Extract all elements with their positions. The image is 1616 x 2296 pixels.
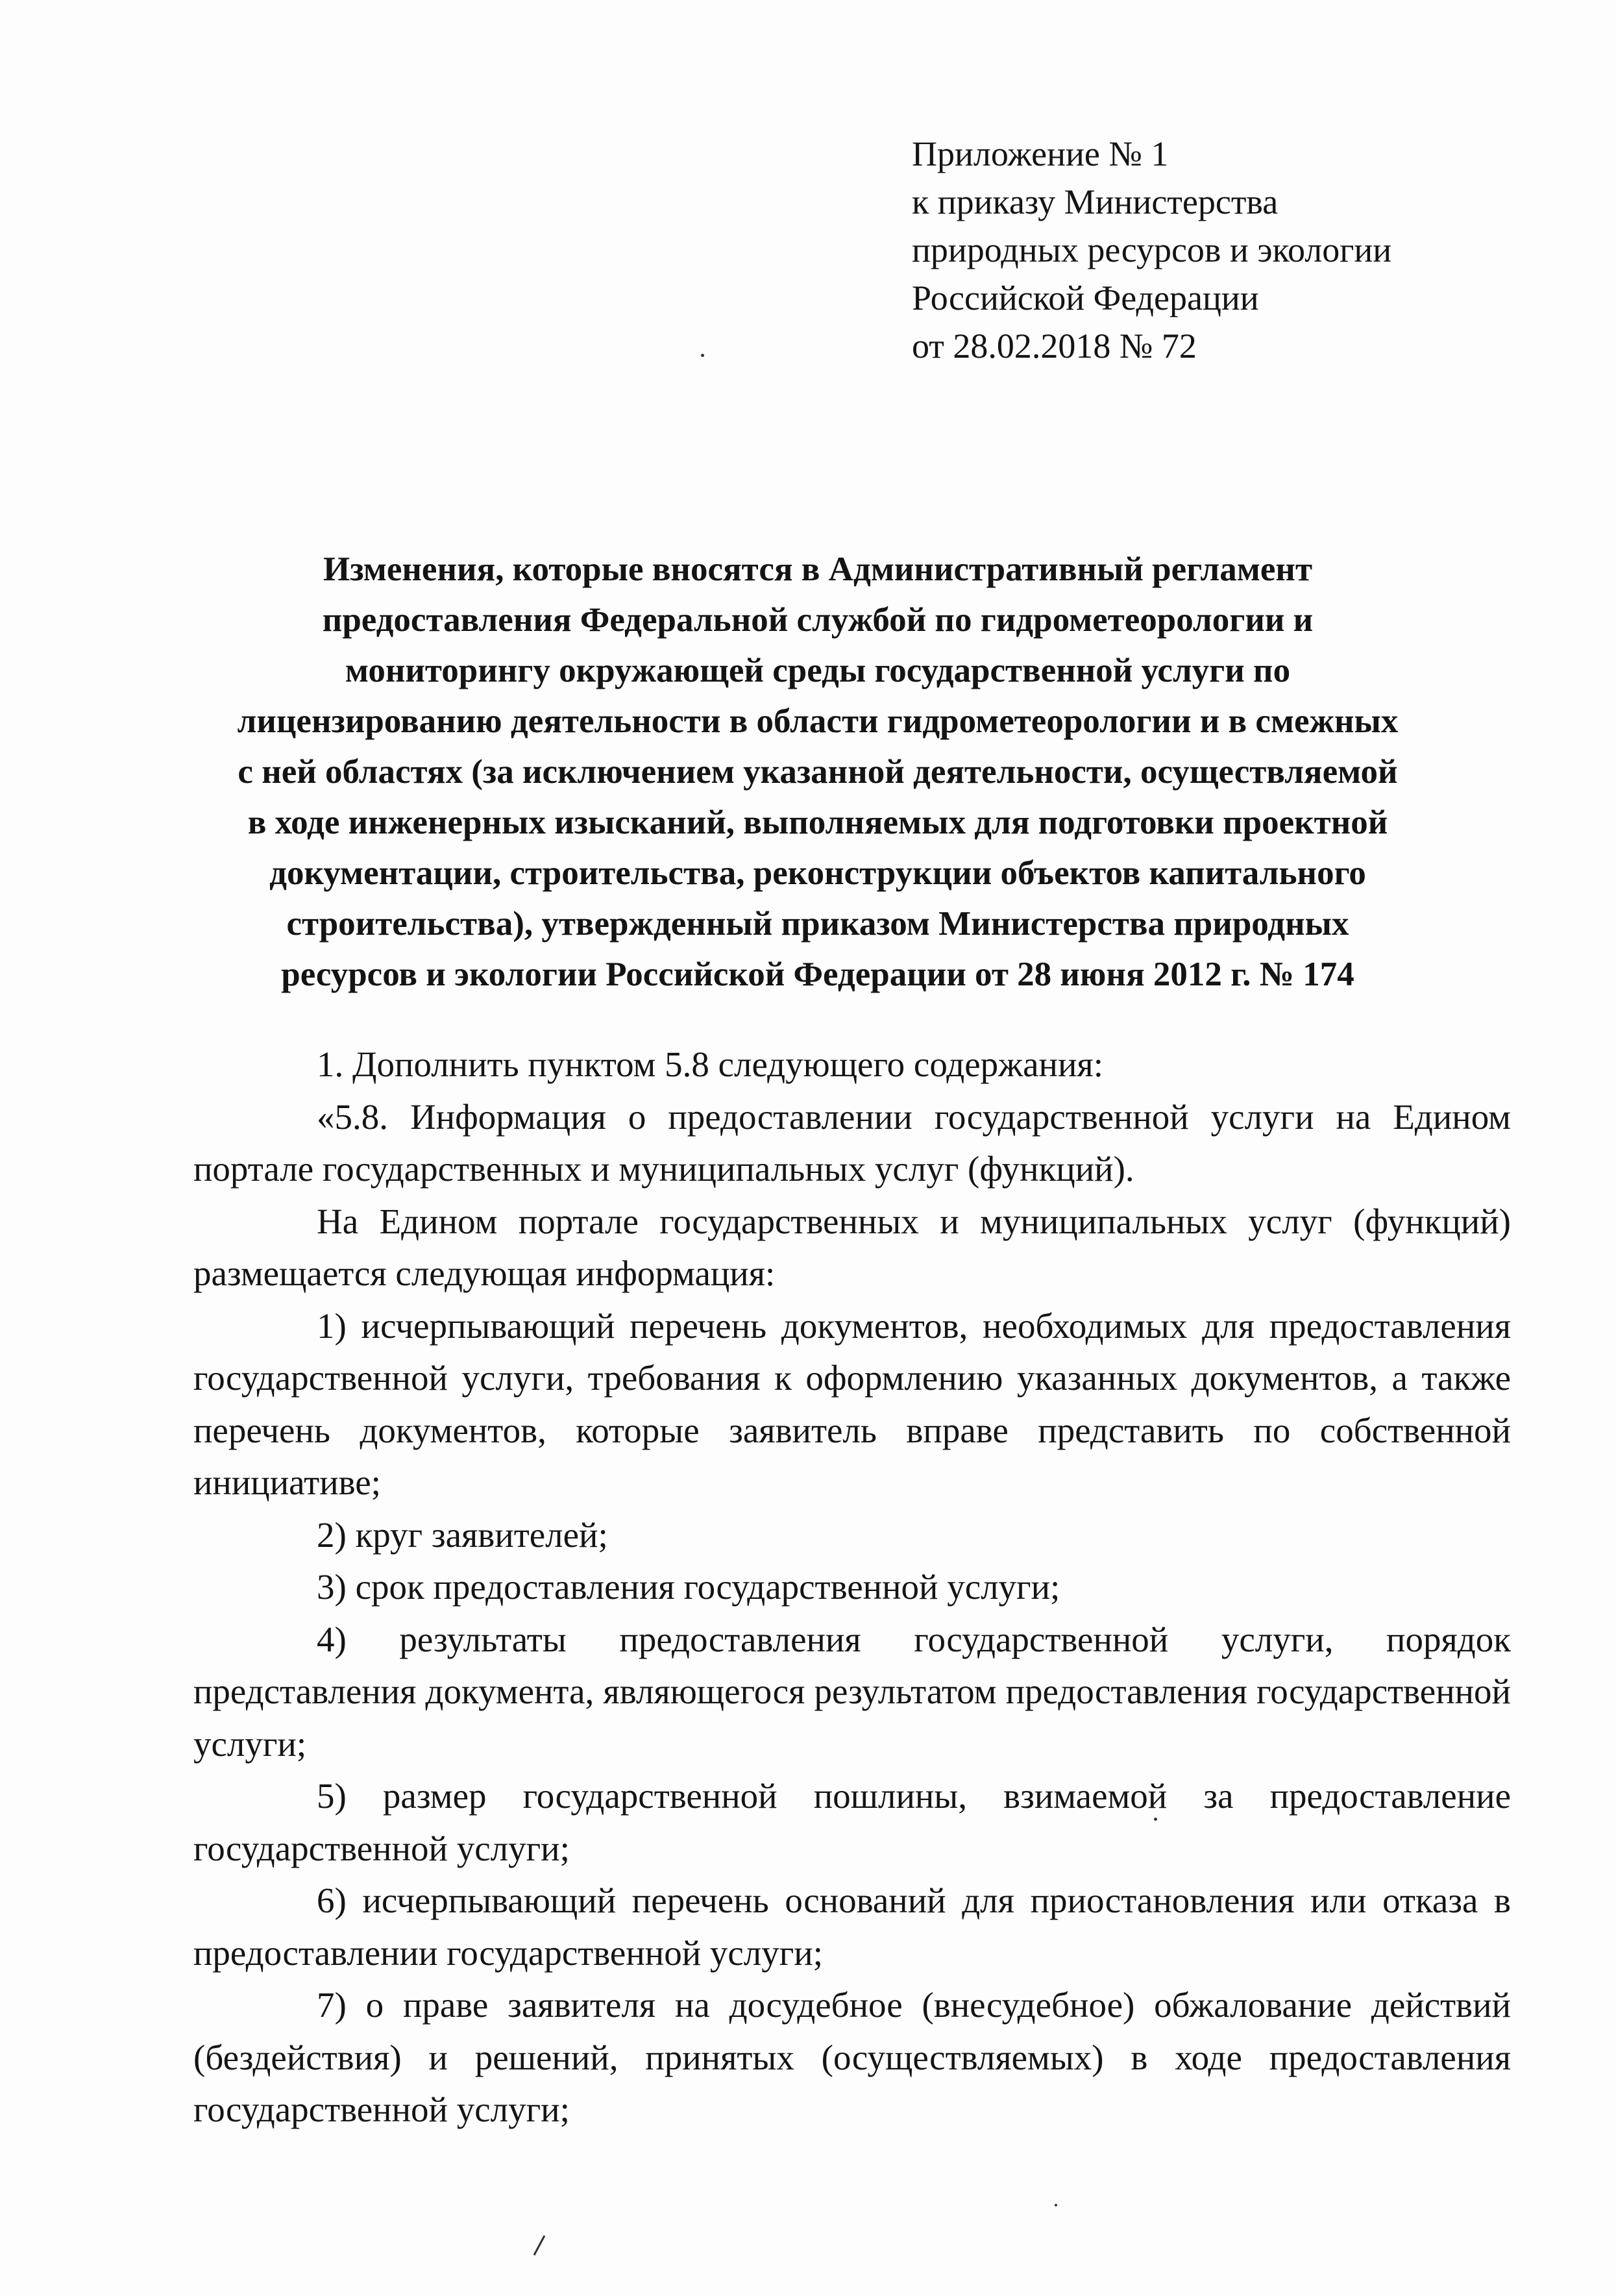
appendix-line: Приложение № 1 xyxy=(912,134,1169,173)
title-line: в ходе инженерных изысканий, выполняемых для подготовки проектной xyxy=(247,804,1388,841)
title-line: ресурсов и экологии Российской Федерации от 28 июня 2012 г. № 174 xyxy=(281,956,1354,993)
title-line: лицензированию деятельности в области гидрометеорологии и в смежных xyxy=(237,702,1399,740)
appendix-line: к приказу Министерства xyxy=(912,182,1279,221)
appendix-header xyxy=(912,130,1496,370)
paragraph: «5.8. Информация о предоставлении государственной услуги на Едином портале государственных и муниципальных услуг (функций). xyxy=(193,1096,1511,1189)
paragraph: 2) круг заявителей; xyxy=(317,1514,608,1555)
title-line: Изменения, которые вносятся в Административный регламент xyxy=(323,550,1312,588)
appendix-line: от 28.02.2018 № 72 xyxy=(912,327,1197,365)
paragraph: 7) о праве заявителя на досудебное (внесудебное) обжалование действий (бездействия) и решений, принятых (осуществляемых) в ходе предоставления государственной услуги; xyxy=(193,1985,1511,2129)
paragraph: 1. Дополнить пунктом 5.8 следующего содержания: xyxy=(317,1044,1103,1084)
appendix-line: природных ресурсов и экологии xyxy=(912,230,1392,269)
pen-mark xyxy=(529,2233,548,2259)
appendix-line: Российской Федерации xyxy=(912,278,1259,317)
document-body xyxy=(193,1039,1511,2136)
scan-speck xyxy=(1154,1818,1157,1821)
title-line: с ней областях (за исключением указанной деятельности, осуществляемой xyxy=(238,753,1398,791)
title-line: документации, строительства, реконструкции объектов капитального xyxy=(269,854,1366,892)
paragraph: На Едином портале государственных и муниципальных услуг (функций) размещается следующая информация: xyxy=(193,1201,1511,1293)
title-line: предоставления Федеральной службой по гидрометеорологии и xyxy=(322,601,1314,639)
scan-speck xyxy=(1055,2204,1057,2206)
scan-speck xyxy=(701,354,704,357)
paragraph: 1) исчерпывающий перечень документов, необходимых для предоставления государственной услуги, требования к оформлению указанных документов, а также перечень документов, которые заявитель вправе представить по собственной инициативе; xyxy=(193,1305,1511,1502)
title-line: мониторингу окружающей среды государственной услуги по xyxy=(345,652,1291,689)
title-line: строительства), утвержденный приказом Министерства природных xyxy=(286,905,1349,943)
paragraph: 3) срок предоставления государственной услуги; xyxy=(317,1567,1060,1607)
paragraph: 5) размер государственной пошлины, взимаемой за предоставление государственной услуги; xyxy=(193,1776,1511,1868)
paragraph: 4) результаты предоставления государственной услуги, порядок представления документа, являющегося результатом предоставления государственной услуги; xyxy=(193,1619,1511,1764)
document-title xyxy=(175,544,1460,1000)
paragraph: 6) исчерпывающий перечень оснований для приостановления или отказа в предоставлении государственной услуги; xyxy=(193,1881,1511,1973)
